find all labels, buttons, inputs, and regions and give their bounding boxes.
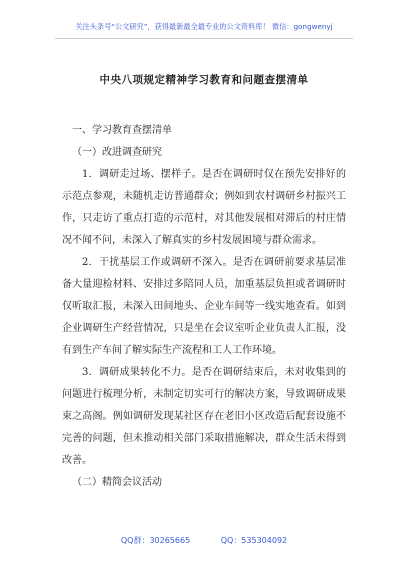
document-title: 中央八项规定精神学习教育和问题查摆清单	[99, 74, 309, 86]
paragraph-2: 2．干扰基层工作或调研不深入。是否在调研前要求基层准备大量迎检材料、安排过多陪同人员，加重基层负担或者调研时仅听取汇报，未深入田间地头、企业车间等一线实地查看。如到企业调研生产经营情况，只是坐在会议室听企业负责人汇报，没有到生产车间了解实际生产流程和工人工作环境。	[62, 257, 346, 356]
subsection-heading-2: （二）精简会议活动	[72, 477, 162, 488]
subsection-heading-1: （一）改进调查研究	[72, 147, 162, 158]
section-heading: 一、学习教育查摆清单	[72, 125, 172, 136]
footer-qq-group: QQ群：30265665	[120, 536, 191, 545]
paragraph-3: 3．调研成果转化不力。是否在调研结束后，未对收集到的问题进行梳理分析，未制定切实可行的解决方案，导致调研成果束之高阁。例如调研发现某社区存在老旧小区改造后配套设施不完善的问题，但未推动相关部门采取措施解决，群众生活未得到改善。	[62, 367, 346, 466]
footer	[0, 535, 408, 546]
document-body	[62, 120, 346, 494]
paragraph-1: 1．调研走过场、摆样子。是否在调研时仅在预先安排好的示范点参观，未随机走访普通群众；例如到农村调研乡村振兴工作，只走访了重点打造的示范村，对其他发展相对滞后的村庄情况不闻不问，未深入了解真实的乡村发展困境与群众需求。	[62, 169, 346, 246]
header-note: 关注头条号“公文研究”，获得最新最全最专业的公文资料库！ 微信：gongwenyj	[75, 22, 333, 31]
header-divider	[55, 38, 353, 39]
footer-qq: QQ：535304092	[220, 536, 288, 545]
